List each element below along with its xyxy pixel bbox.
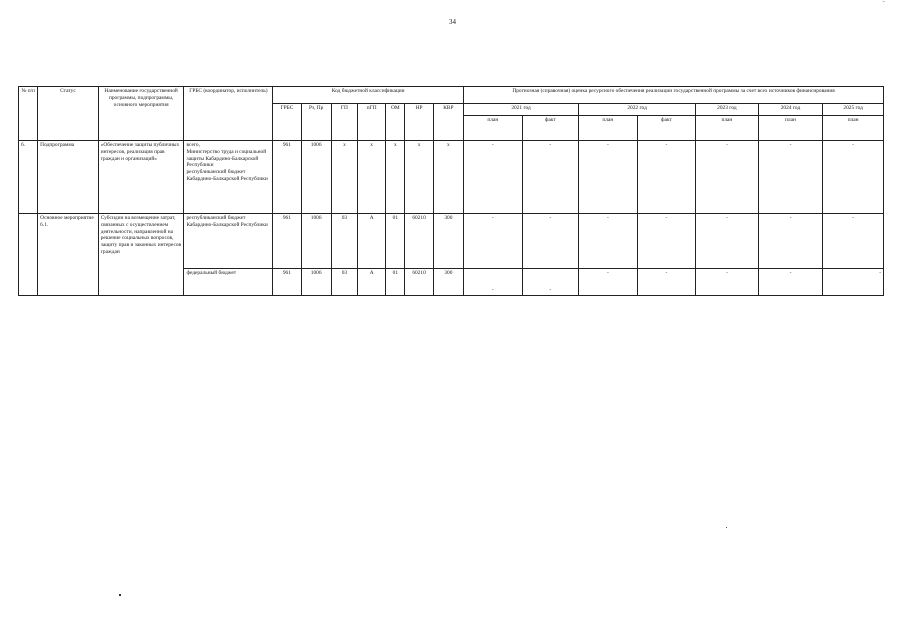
header-status: Статус xyxy=(38,87,99,141)
subcol-2021-plan: план xyxy=(464,116,523,141)
cell-code: 1006 xyxy=(301,214,331,269)
row-name: «Обеспечение защиты публичных интересов, реализация прав граждан и организаций» xyxy=(98,141,184,214)
subcol-2023-plan: план xyxy=(696,116,759,141)
scan-speck xyxy=(119,594,121,596)
cell-code: 961 xyxy=(273,269,301,296)
cell-code: 03 xyxy=(331,269,357,296)
row-num xyxy=(19,214,38,296)
cell-code: 300 xyxy=(433,214,463,269)
code-col-rzpr: Рз, Пр xyxy=(301,104,331,141)
header-grbs: ГРБС (координатор, исполнитель) xyxy=(184,87,273,141)
table-row xyxy=(19,141,884,214)
year-2024: 2024 год xyxy=(758,104,823,116)
code-col-grbs: ГРБС xyxy=(273,104,301,141)
cell-code: 60210 xyxy=(405,269,433,296)
cell-code: А xyxy=(358,214,386,269)
cell-code: 60210 xyxy=(405,214,433,269)
cell-code: х xyxy=(405,141,433,214)
row-num: 6. xyxy=(19,141,38,214)
scan-speck xyxy=(726,527,727,528)
subcol-2025-plan: план xyxy=(823,116,884,141)
code-col-om: ОМ xyxy=(386,104,405,141)
row-status: Основное мероприятие 6.1. xyxy=(38,214,99,296)
cell-code: 03 xyxy=(331,214,357,269)
cell-value: - xyxy=(522,269,579,296)
table-row xyxy=(19,214,884,269)
cell-code: 961 xyxy=(273,214,301,269)
row-name: Субсидии на возмещение затрат, связанных с осуществлением деятельности, направленной на решение социальных вопросов, защиту прав и законных интересов граждан xyxy=(98,214,184,296)
cell-value: - xyxy=(579,141,638,214)
cell-value: - xyxy=(758,214,823,269)
row-grbs: республиканский бюджет Кабардино-Балкарской Республики xyxy=(184,214,273,269)
code-col-kvr: КВР xyxy=(433,104,463,141)
subcol-2021-fact: факт xyxy=(522,116,579,141)
cell-code: 1006 xyxy=(301,141,331,214)
cell-value: - xyxy=(758,269,823,296)
cell-code: 01 xyxy=(386,214,405,269)
grbs-line: всего, xyxy=(186,142,200,148)
year-2021: 2021 год xyxy=(464,104,579,116)
grbs-line: республиканский бюджет Кабардино-Балкарской Республики xyxy=(186,169,268,182)
code-col-pgp: пГП xyxy=(358,104,386,141)
cell-code: х xyxy=(358,141,386,214)
header-num: № п/п xyxy=(19,87,38,141)
cell-code: 961 xyxy=(273,141,301,214)
cell-value: - xyxy=(696,214,759,269)
corner-mark: ˉ xyxy=(882,0,885,8)
cell-code: А xyxy=(358,269,386,296)
cell-code: 01 xyxy=(386,269,405,296)
year-2023: 2023 год xyxy=(696,104,759,116)
cell-value: - xyxy=(579,214,638,269)
cell-code: х xyxy=(386,141,405,214)
year-2022: 2022 год xyxy=(579,104,696,116)
page-number: 34 xyxy=(449,18,456,26)
cell-value: - xyxy=(637,141,696,214)
code-col-nr: НР xyxy=(405,104,433,141)
cell-code: х xyxy=(331,141,357,214)
cell-code: х xyxy=(433,141,463,214)
year-2025: 2025 год xyxy=(823,104,884,116)
cell-value: - xyxy=(823,214,884,269)
cell-value: - xyxy=(637,269,696,296)
code-col-gp: ГП xyxy=(331,104,357,141)
cell-value: - xyxy=(464,269,523,296)
cell-value: - xyxy=(522,141,579,214)
cell-value: - xyxy=(758,141,823,214)
header-budget-code: Код бюджетной классификации xyxy=(273,87,464,104)
subcol-2024-plan: план xyxy=(758,116,823,141)
cell-value: - xyxy=(579,269,638,296)
cell-value: - xyxy=(522,214,579,269)
header-forecast: Прогнозная (справочная) оценка ресурсного обеспечения реализации государственной программы за счет всех источников финансирования xyxy=(464,87,884,104)
subcol-2022-fact: факт xyxy=(637,116,696,141)
cell-value: - xyxy=(823,141,884,214)
cell-code: 300 xyxy=(433,269,463,296)
budget-table xyxy=(18,86,884,296)
cell-value: - xyxy=(823,269,884,296)
subcol-2022-plan: план xyxy=(579,116,638,141)
row-status: Подпрограмма xyxy=(38,141,99,214)
grbs-line: Министерство труда и социальной защиты Кабардино-Балкарской Республики xyxy=(186,148,267,169)
row-grbs xyxy=(184,141,273,214)
cell-value: - xyxy=(696,269,759,296)
cell-value: - xyxy=(464,214,523,269)
cell-code: 1006 xyxy=(301,269,331,296)
cell-value: - xyxy=(696,141,759,214)
cell-value: - xyxy=(464,141,523,214)
cell-value: - xyxy=(637,214,696,269)
row-grbs: федеральный бюджет xyxy=(184,269,273,296)
header-name: Наименование государственной программы, подпрограммы, основного мероприятия xyxy=(98,87,184,141)
